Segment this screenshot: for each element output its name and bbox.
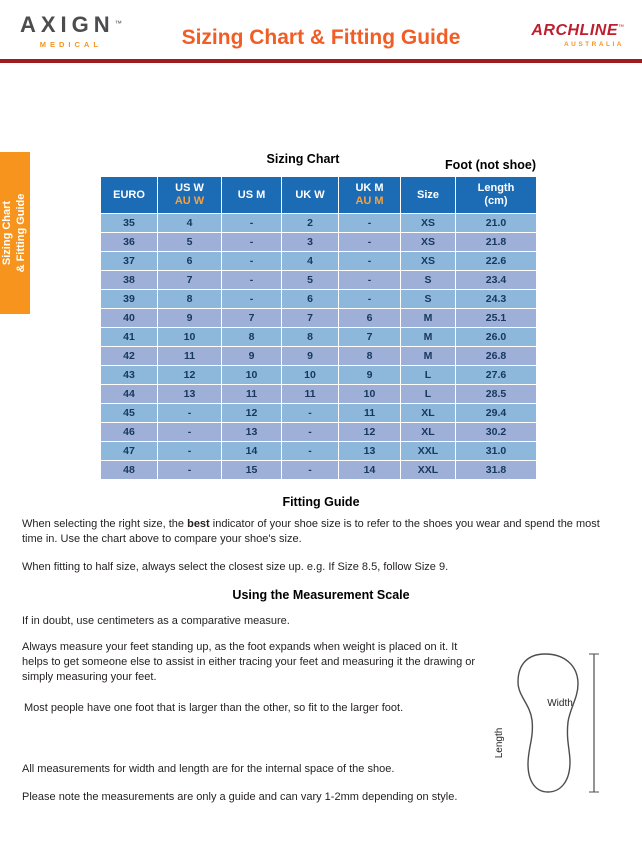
table-cell: 2 xyxy=(282,214,339,233)
table-cell: 38 xyxy=(101,271,158,290)
table-cell: 8 xyxy=(282,328,339,347)
col-length-unit: (cm) xyxy=(484,195,508,207)
table-row xyxy=(101,252,537,271)
table-row xyxy=(101,404,537,423)
col-au-m: AU M xyxy=(355,195,384,207)
axign-logo xyxy=(20,12,122,49)
table-row xyxy=(101,385,537,404)
table-cell: 14 xyxy=(339,461,401,480)
axign-wordmark: AXIGN xyxy=(20,12,115,37)
table-cell: - xyxy=(282,442,339,461)
fitting-p1-a: When selecting the right size, the xyxy=(22,518,188,530)
table-cell: 28.5 xyxy=(456,385,537,404)
table-cell: XS xyxy=(401,252,456,271)
table-cell: 25.1 xyxy=(456,309,537,328)
table-row xyxy=(101,214,537,233)
table-cell: 14 xyxy=(222,442,282,461)
table-cell: 40 xyxy=(101,309,158,328)
table-row xyxy=(101,366,537,385)
measurement-paragraph-2: Always measure your feet standing up, as the foot expands when weight is placed on it. It helps to get someone else to assist in either tracing your feet and measuring it the drawing or simply measuring your feet. xyxy=(22,641,476,683)
table-cell: 11 xyxy=(158,347,222,366)
measurement-paragraph-3: Most people have one foot that is larger than the other, so fit to the larger foot. xyxy=(24,702,404,714)
table-row xyxy=(101,290,537,309)
fitting-guide-heading: Fitting Guide xyxy=(282,495,360,509)
table-cell: 8 xyxy=(222,328,282,347)
table-cell: 5 xyxy=(158,233,222,252)
table-cell: 46 xyxy=(101,423,158,442)
table-cell: 3 xyxy=(282,233,339,252)
width-label: Width xyxy=(547,698,573,709)
sizing-table xyxy=(100,176,537,480)
table-cell: 41 xyxy=(101,328,158,347)
table-row xyxy=(101,233,537,252)
table-cell: 37 xyxy=(101,252,158,271)
table-cell: XXL xyxy=(401,442,456,461)
table-cell: 42 xyxy=(101,347,158,366)
measurement-scale-heading: Using the Measurement Scale xyxy=(232,588,410,602)
side-tab-line2: & Fitting Guide xyxy=(15,193,27,273)
table-cell: - xyxy=(158,461,222,480)
table-cell: 39 xyxy=(101,290,158,309)
foot-measurement-diagram xyxy=(490,648,610,796)
table-cell: 10 xyxy=(222,366,282,385)
table-cell: 10 xyxy=(339,385,401,404)
table-cell: - xyxy=(222,214,282,233)
table-cell: 15 xyxy=(222,461,282,480)
table-row xyxy=(101,423,537,442)
table-cell: - xyxy=(282,404,339,423)
col-us-w: US W AU W xyxy=(158,177,222,214)
col-uk-m: UK M AU M xyxy=(339,177,401,214)
table-cell: 47 xyxy=(101,442,158,461)
table-cell: - xyxy=(339,214,401,233)
archline-wordmark: ARCHLINE xyxy=(531,22,618,39)
table-cell: 31.8 xyxy=(456,461,537,480)
table-cell: 29.4 xyxy=(456,404,537,423)
col-euro: EURO xyxy=(101,177,158,214)
foot-outline-icon xyxy=(490,648,610,796)
table-cell: 21.0 xyxy=(456,214,537,233)
table-cell: XS xyxy=(401,214,456,233)
table-cell: 6 xyxy=(158,252,222,271)
fitting-p1-b: indicator of your shoe size is to refer to the shoes you wear and spend the most time in. Use the chart above to compare your shoe's size. xyxy=(22,518,600,545)
archline-tagline: AUSTRALIA xyxy=(563,41,624,48)
table-cell: 13 xyxy=(339,442,401,461)
table-cell: 21.8 xyxy=(456,233,537,252)
col-size: Size xyxy=(401,177,456,214)
archline-logo xyxy=(531,22,624,48)
fitting-p1-bold: best xyxy=(187,518,210,530)
table-cell: M xyxy=(401,309,456,328)
table-cell: M xyxy=(401,347,456,366)
table-cell: 13 xyxy=(158,385,222,404)
side-tab-line1: Sizing Chart xyxy=(1,200,13,266)
table-cell: XL xyxy=(401,404,456,423)
table-cell: XXL xyxy=(401,461,456,480)
table-cell: 9 xyxy=(158,309,222,328)
table-cell: 26.8 xyxy=(456,347,537,366)
table-cell: 6 xyxy=(339,309,401,328)
fitting-paragraph-2: When fitting to half size, always select the closest size up. e.g. If Size 8.5, follow Size 9. xyxy=(22,561,449,573)
table-cell: 22.6 xyxy=(456,252,537,271)
foot-not-shoe-label: Foot (not shoe) xyxy=(445,158,536,172)
measurement-paragraph-1: If in doubt, use centimeters as a comparative measure. xyxy=(22,615,290,627)
table-cell: - xyxy=(339,290,401,309)
table-cell: - xyxy=(282,461,339,480)
archline-logo-name xyxy=(531,22,624,40)
table-cell: 7 xyxy=(222,309,282,328)
length-label: Length xyxy=(494,727,505,759)
table-cell: - xyxy=(158,423,222,442)
table-cell: 12 xyxy=(339,423,401,442)
table-cell: - xyxy=(222,271,282,290)
fitting-paragraph-1 xyxy=(22,517,622,547)
table-cell: 11 xyxy=(282,385,339,404)
table-cell: 13 xyxy=(222,423,282,442)
page-title: Sizing Chart & Fitting Guide xyxy=(181,26,461,49)
sizing-table-body xyxy=(101,214,537,480)
col-uk-w: UK W xyxy=(282,177,339,214)
table-row xyxy=(101,461,537,480)
table-cell: XL xyxy=(401,423,456,442)
table-cell: - xyxy=(222,233,282,252)
table-cell: - xyxy=(222,290,282,309)
table-cell: S xyxy=(401,271,456,290)
table-cell: 4 xyxy=(158,214,222,233)
table-cell: 26.0 xyxy=(456,328,537,347)
table-cell: 7 xyxy=(158,271,222,290)
sizing-chart-heading: Sizing Chart xyxy=(266,152,340,166)
table-cell: 6 xyxy=(282,290,339,309)
table-cell: 36 xyxy=(101,233,158,252)
table-cell: 24.3 xyxy=(456,290,537,309)
table-cell: S xyxy=(401,290,456,309)
table-cell: - xyxy=(339,271,401,290)
col-length: Length (cm) xyxy=(456,177,537,214)
table-cell: 9 xyxy=(222,347,282,366)
axign-trademark: ™ xyxy=(114,20,122,28)
table-cell: 7 xyxy=(282,309,339,328)
header-divider xyxy=(0,59,642,63)
table-cell: 30.2 xyxy=(456,423,537,442)
table-cell: 4 xyxy=(282,252,339,271)
table-cell: - xyxy=(339,233,401,252)
axign-logo-name xyxy=(20,12,122,38)
table-row xyxy=(101,271,537,290)
table-cell: 10 xyxy=(158,328,222,347)
table-row xyxy=(101,328,537,347)
table-cell: - xyxy=(158,404,222,423)
table-cell: 45 xyxy=(101,404,158,423)
col-us-m: US M xyxy=(222,177,282,214)
table-row xyxy=(101,442,537,461)
table-cell: 31.0 xyxy=(456,442,537,461)
table-cell: 11 xyxy=(222,385,282,404)
table-cell: 8 xyxy=(158,290,222,309)
table-cell: 11 xyxy=(339,404,401,423)
table-cell: L xyxy=(401,385,456,404)
table-cell: - xyxy=(282,423,339,442)
table-cell: 10 xyxy=(282,366,339,385)
table-row xyxy=(101,309,537,328)
side-tab-label xyxy=(0,152,30,314)
table-cell: - xyxy=(339,252,401,271)
table-cell: 9 xyxy=(339,366,401,385)
table-cell: 35 xyxy=(101,214,158,233)
measurement-paragraph-5: Please note the measurements are only a guide and can vary 1-2mm depending on style. xyxy=(22,791,458,803)
col-au-w: AU W xyxy=(174,195,205,207)
table-header-row xyxy=(101,177,537,214)
measurement-paragraph-4: All measurements for width and length are for the internal space of the shoe. xyxy=(22,763,395,775)
table-cell: 43 xyxy=(101,366,158,385)
table-row xyxy=(101,347,537,366)
table-cell: - xyxy=(222,252,282,271)
table-cell: XS xyxy=(401,233,456,252)
table-cell: 48 xyxy=(101,461,158,480)
table-cell: - xyxy=(158,442,222,461)
table-cell: 5 xyxy=(282,271,339,290)
table-cell: L xyxy=(401,366,456,385)
table-cell: 27.6 xyxy=(456,366,537,385)
sizing-table-header xyxy=(101,177,537,214)
axign-tagline: MEDICAL xyxy=(39,40,102,49)
archline-trademark: ™ xyxy=(618,24,624,31)
table-cell: 8 xyxy=(339,347,401,366)
table-cell: 12 xyxy=(158,366,222,385)
table-cell: 12 xyxy=(222,404,282,423)
table-cell: 7 xyxy=(339,328,401,347)
table-cell: 9 xyxy=(282,347,339,366)
table-cell: 23.4 xyxy=(456,271,537,290)
table-cell: M xyxy=(401,328,456,347)
table-cell: 44 xyxy=(101,385,158,404)
